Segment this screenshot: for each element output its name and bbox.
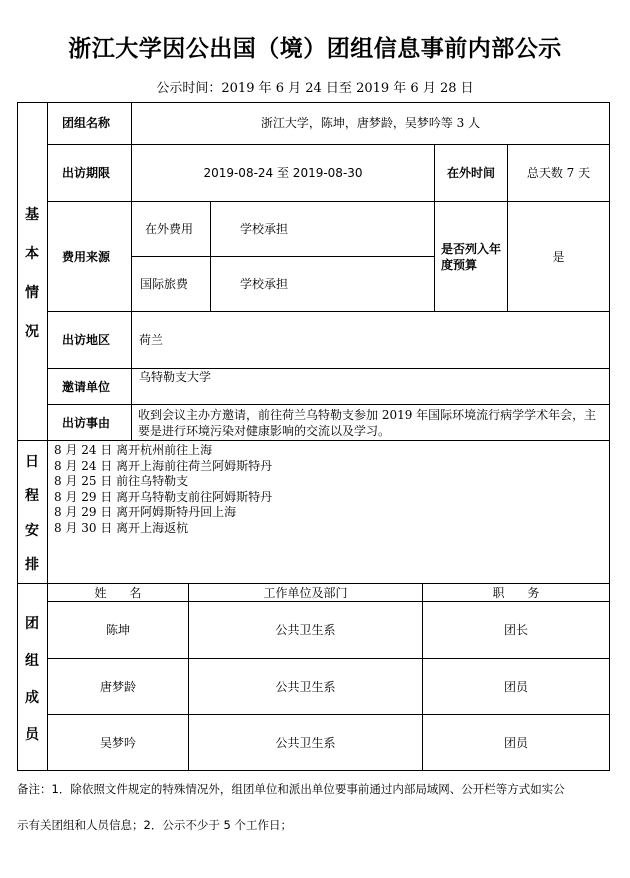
- intl-travel-value: 学校承担: [240, 277, 289, 291]
- schedule-item: 8 月 24 日 离开杭州前往上海: [54, 443, 213, 457]
- schedule-list: [54, 443, 272, 537]
- inviter-value: 乌特勒支大学: [139, 370, 212, 384]
- schedule-item: 8 月 24 日 离开上海前往荷兰阿姆斯特丹: [54, 458, 273, 473]
- period-value: 2019-08-24 至 2019-08-30: [203, 166, 363, 180]
- schedule-item: 8 月 29 日 离开阿姆斯特丹回上海: [54, 505, 237, 520]
- member-position: 团长: [503, 623, 528, 637]
- abroad-time-value: 总天数 7 天: [526, 166, 591, 180]
- members-header-position: 职 务: [492, 585, 540, 600]
- purpose-label: 出访事由: [62, 415, 111, 430]
- schedule-item: 8 月 25 日 前往乌特勒支: [54, 474, 189, 489]
- schedule-item: 8 月 30 日 离开上海返杭: [54, 520, 189, 535]
- member-name: 唐梦龄: [99, 679, 136, 694]
- period-label: 出访期限: [62, 166, 111, 180]
- funding-label: 费用来源: [62, 249, 111, 264]
- page-title: 浙江大学因公出国（境）团组信息事前内部公示: [68, 36, 562, 62]
- inviter-label: 邀请单位: [62, 379, 111, 394]
- region-value: 荷兰: [139, 333, 164, 347]
- intl-travel-label: 国际旅费: [140, 277, 189, 291]
- group-name-value: 浙江大学，陈坤，唐梦龄，吴梦吟等 3 人: [260, 116, 481, 130]
- abroad-cost-value: 学校承担: [240, 222, 289, 236]
- budget-label: 是否列入年度预算: [441, 241, 502, 272]
- footnote-line-2: 示有关团组和人员信息；2．公示不少于 5 个工作日；: [17, 818, 292, 832]
- member-name: 吴梦吟: [99, 735, 136, 750]
- members-header-name: 姓 名: [94, 585, 142, 600]
- footnote-line-1: 备注：1．除依照文件规定的特殊情况外，组团单位和派出单位要事前通过内部局域网、公开栏等方式如实公: [17, 782, 565, 796]
- member-name: 陈坤: [105, 623, 130, 637]
- member-position: 团员: [503, 735, 528, 750]
- member-position: 团员: [503, 679, 528, 694]
- abroad-cost-label: 在外费用: [145, 222, 194, 236]
- member-unit: 公共卫生系: [275, 623, 336, 637]
- member-unit: 公共卫生系: [275, 735, 336, 750]
- region-label: 出访地区: [62, 333, 111, 347]
- purpose-value: 收到会议主办方邀请，前往荷兰乌特勒支参加 2019 年国际环境流行病学学术年会，主要是进行环境污染对健康影响的交流以及学习。: [138, 407, 597, 438]
- schedule-item: 8 月 29 日 离开乌特勒支前往阿姆斯特丹: [54, 489, 273, 504]
- abroad-time-label: 在外时间: [446, 166, 495, 180]
- budget-value: 是: [552, 249, 565, 264]
- members-header-unit: 工作单位及部门: [263, 585, 348, 600]
- schedule-section-label: 日 程 安 排: [25, 454, 39, 573]
- basic-info-section-label: 基 本 情 况: [25, 207, 39, 340]
- publicity-period: 公示时间：2019 年 6 月 24 日至 2019 年 6 月 28 日: [156, 81, 474, 96]
- group-name-label: 团组名称: [62, 116, 111, 130]
- members-section-label: 团 组 成 员: [25, 616, 39, 743]
- member-unit: 公共卫生系: [275, 679, 336, 694]
